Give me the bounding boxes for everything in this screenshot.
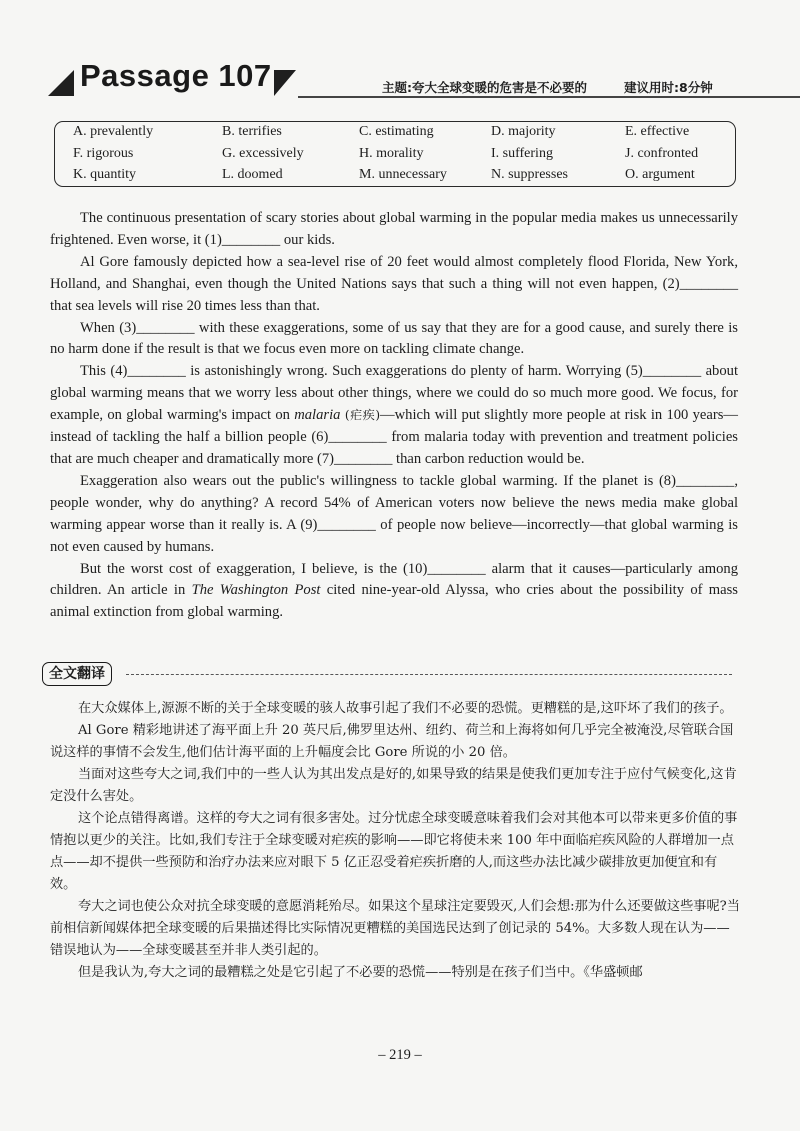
- passage-header: [48, 58, 764, 98]
- translation-paragraph: 当面对这些夸大之词,我们中的一些人认为其出发点是好的,如果导致的结果是使我们更加专注于应付气候变化,这肯定没什么害处。: [50, 767, 737, 804]
- word-option: I. suffering: [491, 146, 553, 161]
- dashed-divider: [126, 674, 732, 675]
- passage-theme: 主题:夸大全球变暖的危害是不必要的: [382, 80, 587, 95]
- translation-paragraph: Al Gore 精彩地讲述了海平面上升 20 英尺后,佛罗里达州、纽约、荷兰和上海将如何几乎完全被淹没,尽管联合国说这样的事情不会发生,他们估计海平面的上升幅度会比 Gore 所说的小 20 倍。: [50, 723, 734, 760]
- word-bank: [54, 121, 736, 187]
- word-option: G. excessively: [222, 146, 304, 161]
- newspaper-title: The Washington Post: [191, 582, 321, 599]
- word-option: A. prevalently: [73, 124, 154, 139]
- translation-text: [50, 698, 740, 984]
- word-option: B. terrifies: [222, 124, 282, 139]
- suggested-time: 建议用时:8分钟: [624, 80, 713, 95]
- paragraph-6-text-a: But the worst cost of exaggeration, I believe, is the (10)________ alarm that it causes—particularly among children. An article in: [50, 560, 738, 599]
- passage-title: Passage 107: [80, 58, 272, 93]
- translation-heading: 全文翻译: [42, 662, 112, 686]
- paragraph-6: [50, 559, 738, 625]
- triangle-right-icon: [274, 70, 296, 96]
- translation-paragraph: 在大众媒体上,源源不断的关于全球变暖的骇人故事引起了我们不必要的恐慌。更糟糕的是,这吓坏了我们的孩子。: [78, 701, 733, 716]
- paragraph-1: The continuous presentation of scary stories about global warming in the popular media makes us unnecessarily frightened. Even worse, it (1)________ our kids.: [50, 210, 738, 248]
- word-option: E. effective: [625, 124, 690, 139]
- header-rule: [298, 96, 800, 98]
- word-option: H. morality: [359, 146, 424, 161]
- word-option: D. majority: [491, 124, 556, 139]
- word-option: M. unnecessary: [359, 167, 447, 182]
- translation-paragraph: 夸大之词也使公众对抗全球变暖的意愿消耗殆尽。如果这个星球注定要毁灭,人们会想:那为什么还要做这些事呢?当前相信新闻媒体把全球变暖的后果描述得比实际情况更糟糕的美国选民达到了创记录的 54%。大多数人现在认为——错误地认为——全球变暖甚至并非人类引起的。: [50, 899, 740, 958]
- translation-paragraph: 这个论点错得离谱。这样的夸大之词有很多害处。过分忧虑全球变暖意味着我们会对其他本可以带来更多价值的事情抱以更少的关注。比如,我们专注于全球变暖对疟疾的影响——即它将使未来 100 年中面临疟疾风险的人群增加一点点——却不提供一些预防和治疗办法来应对眼下 5 亿正忍受着疟疾折磨的人,而这些办法比减少碳排放更加便宜和有效。: [50, 811, 738, 892]
- paragraph-4: [50, 361, 738, 471]
- word-option: F. rigorous: [73, 146, 134, 161]
- paragraph-6-text-b: cited nine-year-old Alyssa, who cries about the possibility of mass animal extinction from global warming.: [50, 582, 738, 621]
- passage-text: [50, 208, 738, 624]
- translation-header: [42, 662, 742, 688]
- translation-paragraph: 但是我认为,夸大之词的最糟糕之处是它引起了不必要的恐慌——特别是在孩子们当中。《华盛顿邮: [78, 965, 643, 980]
- paragraph-5: Exaggeration also wears out the public's willingness to tackle global warming. If the planet is (8)________, people wonder, why do anything? A record 54% of American voters now believe the news media make global warming appear worse than it really is. A (9)________ of people now believe—incorrectly—that global warming is not even caused by humans.: [50, 472, 738, 555]
- paragraph-3: When (3)________ with these exaggerations, some of us say that they are for a good cause, and surely there is no harm done if the result is that we focus even more on tackling climate change.: [50, 319, 738, 358]
- word-option: C. estimating: [359, 124, 434, 139]
- word-option: L. doomed: [222, 167, 283, 182]
- word-option: O. argument: [625, 167, 695, 182]
- word-option: J. confronted: [625, 146, 699, 161]
- paragraph-4-text-b: —which will put slightly more people at risk in 100 years—instead of tackling the half a billion people (6)________ from malaria today with prevention and treatment policies that are much cheaper and dramatically more (7)________ than carbon reduction would be.: [50, 407, 738, 467]
- word-option: K. quantity: [73, 167, 136, 182]
- paragraph-2: Al Gore famously depicted how a sea-level rise of 20 feet would almost completely flood Florida, New York, Holland, and Shanghai, even though the United Nations says that such a thing will not even happen, (2)________ that sea levels will rise 20 times less than that.: [50, 253, 738, 314]
- malaria-gloss: (疟疾): [340, 408, 381, 423]
- page-number: – 219 –: [378, 1047, 422, 1063]
- malaria-term: malaria: [294, 407, 341, 424]
- triangle-left-icon: [48, 70, 74, 96]
- paragraph-4-text-a: This (4)________ is astonishingly wrong. Such exaggerations do plenty of harm. Worrying (5)________ about global warming means that we worry less about other things, where we could do so much more good. We focus, for example, on global warming's impact on: [50, 363, 738, 424]
- word-option: N. suppresses: [491, 167, 568, 182]
